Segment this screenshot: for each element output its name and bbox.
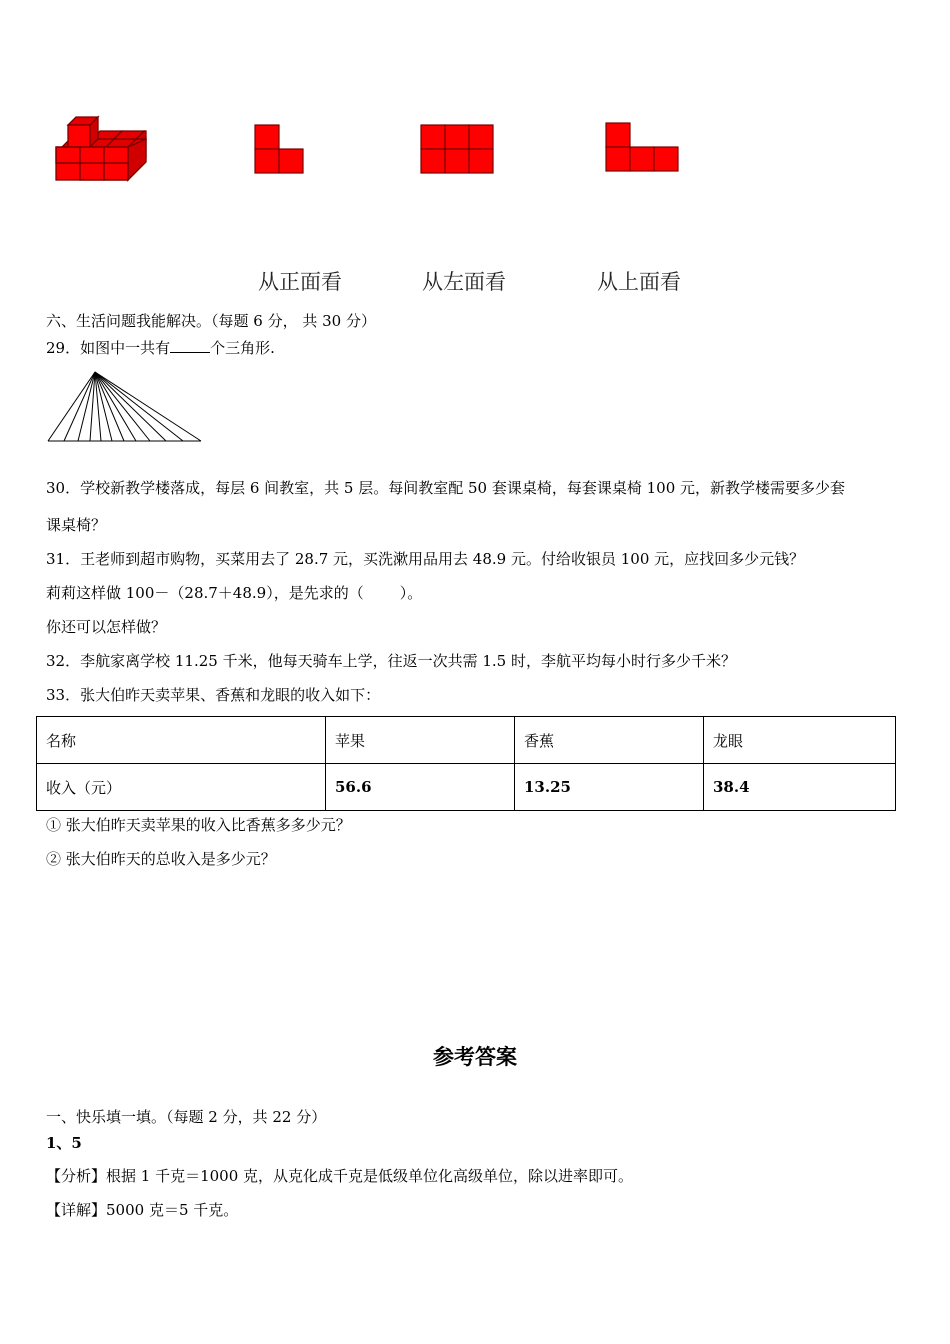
top-view-label: 从上面看 (597, 270, 681, 294)
question-31-line2 (46, 583, 422, 603)
question-31-line3: 你还可以怎样做？ (46, 618, 167, 636)
detail-text: 5000 克＝5 千克。 (106, 1201, 239, 1219)
table-header-cell: 龙眼 (704, 717, 896, 764)
cube-solid-figure (54, 110, 150, 184)
table-cell: 38.4 (704, 764, 896, 811)
top-view-figure (605, 122, 683, 174)
left-view-label: 从左面看 (422, 270, 506, 294)
answer-1-detail (46, 1200, 238, 1220)
answers-title: 参考答案 (433, 1045, 517, 1069)
question-29 (46, 336, 275, 358)
q29-text-before: 29．如图中一共有 (46, 339, 171, 357)
question-31-line1: 31．王老师到超市购物，买菜用去了 28.7 元，买洗漱用品用去 48.9 元。付给收银员 100 元，应找回多少元钱？ (46, 550, 805, 568)
income-table (36, 716, 896, 811)
analysis-tag: 【分析】 (46, 1167, 107, 1185)
answer-1: 1、5 (46, 1134, 82, 1152)
q31-text-before: 莉莉这样做 100－（28.7＋48.9），是先求的（ (46, 584, 364, 602)
table-header-cell: 苹果 (326, 717, 515, 764)
front-view-figure (254, 124, 306, 176)
q29-text-after: 个三角形. (210, 339, 275, 357)
section6-heading: 六、生活问题我能解决。（每题 6 分， 共 30 分） (46, 312, 376, 330)
question-33-sub1: ① 张大伯昨天卖苹果的收入比香蕉多多少元？ (46, 816, 351, 834)
question-33-intro: 33．张大伯昨天卖苹果、香蕉和龙眼的收入如下： (46, 686, 381, 704)
table-row (37, 764, 896, 811)
left-view-figure (420, 124, 496, 176)
q29-answer-blank (170, 336, 210, 353)
table-header-row (37, 717, 896, 764)
table-cell: 13.25 (515, 764, 704, 811)
table-header-cell: 名称 (37, 717, 326, 764)
table-header-cell: 香蕉 (515, 717, 704, 764)
question-30-line1: 30．学校新教学楼落成，每层 6 间教室，共 5 层。每间教室配 50 套课桌椅，每套课桌椅 100 元，新教学楼需要多少套 (46, 479, 846, 497)
table-cell: 56.6 (326, 764, 515, 811)
answers-section1-heading: 一、快乐填一填。（每题 2 分，共 22 分） (46, 1108, 327, 1126)
triangle-fan-figure (46, 369, 204, 445)
answer-1-analysis (46, 1166, 633, 1186)
detail-tag: 【详解】 (46, 1201, 107, 1219)
table-row-label: 收入（元） (37, 764, 326, 811)
question-33-sub2: ② 张大伯昨天的总收入是多少元？ (46, 850, 276, 868)
q31-text-after: ）。 (399, 584, 423, 602)
question-30-line2: 课桌椅？ (46, 516, 107, 534)
question-32: 32．李航家离学校 11.25 千米，他每天骑车上学，往返一次共需 1.5 时，李航平均每小时行多少千米？ (46, 652, 736, 670)
front-view-label: 从正面看 (258, 270, 342, 294)
analysis-text: 根据 1 千克＝1000 克，从克化成千克是低级单位化高级单位，除以进率即可。 (106, 1167, 634, 1185)
